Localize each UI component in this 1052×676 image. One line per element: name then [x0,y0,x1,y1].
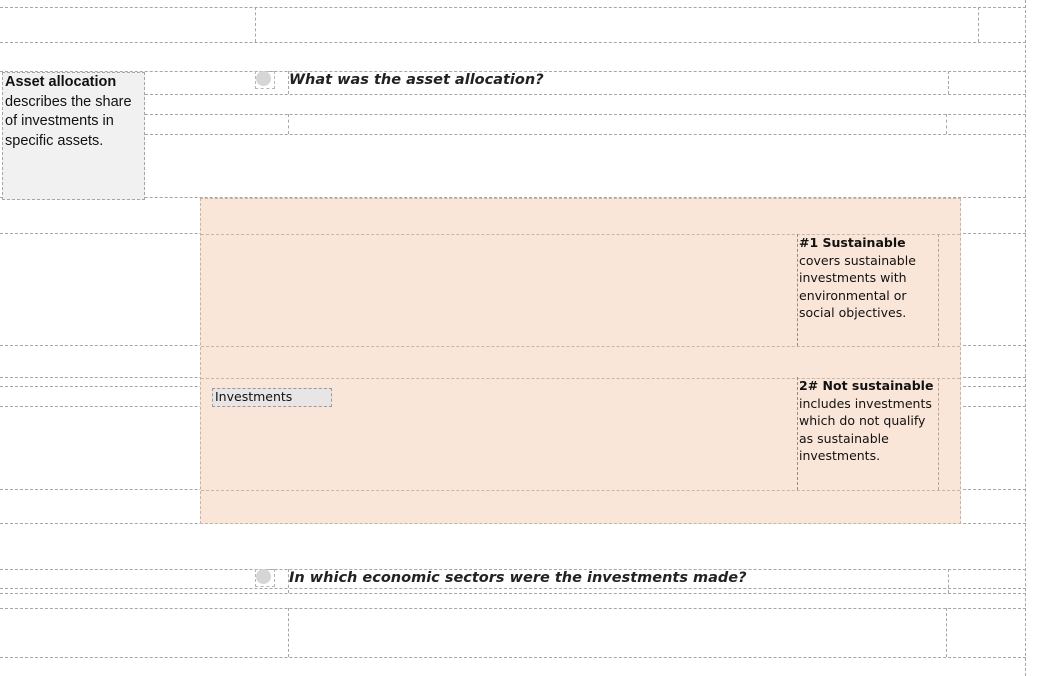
category-description: covers sustainable investments with environmental or social objectives. [799,252,916,320]
investments-node [212,388,332,407]
category-not-sustainable [797,377,939,490]
category-sustainable [797,234,939,346]
category-title: #1 Sustainable [799,235,906,250]
bullet-dot-icon [256,569,271,584]
note-title: Asset allocation [5,74,117,90]
question-heading: In which economic sectors were the investments made? [289,570,747,586]
note-body: describes the share of investments in specific assets. [5,93,132,149]
asset-allocation-note [2,72,145,200]
investments-label: Investments [215,389,293,404]
question-asset-allocation [255,71,955,93]
question-economic-sectors [255,569,955,591]
bullet-dot-icon [256,71,271,86]
category-title: 2# Not sustainable [799,378,934,393]
category-description: includes investments which do not qualify as sustainable investments. [799,395,932,463]
question-heading: What was the asset allocation? [289,72,544,88]
asset-allocation-diagram [200,198,961,524]
